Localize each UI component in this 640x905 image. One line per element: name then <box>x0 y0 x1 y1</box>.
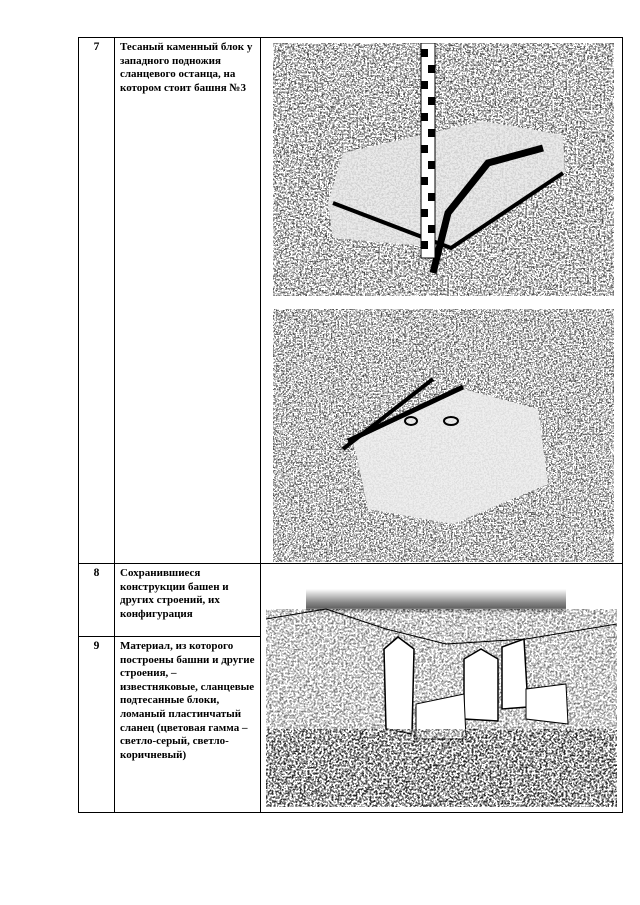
photo-cell <box>261 564 623 637</box>
row-number: 7 <box>79 38 115 564</box>
row-number: 9 <box>79 637 115 813</box>
row-description: Материал, из которого построены башни и другие строения, – известняковые, сланцевые подтесанные блоки, ломаный пластинчатый сланец (цветовая гамма – светло-серый, светло-коричневый) <box>115 637 261 813</box>
row-description: Тесаный каменный блок у западного подножия сланцевого останца, на котором стоит башня №3 <box>115 38 261 564</box>
row-number: 8 <box>79 564 115 637</box>
row-description: Сохранившиеся конструкции башен и других строений, их конфигурация <box>115 564 261 637</box>
photo-cell <box>261 637 623 813</box>
photo-cell <box>261 38 623 564</box>
table-row <box>79 564 623 637</box>
monument-table <box>78 37 623 813</box>
stone-block-in-grass-photo <box>273 309 614 562</box>
table-row <box>79 38 623 564</box>
table-row <box>79 637 623 813</box>
stone-block-with-measuring-staff-photo <box>273 43 614 296</box>
